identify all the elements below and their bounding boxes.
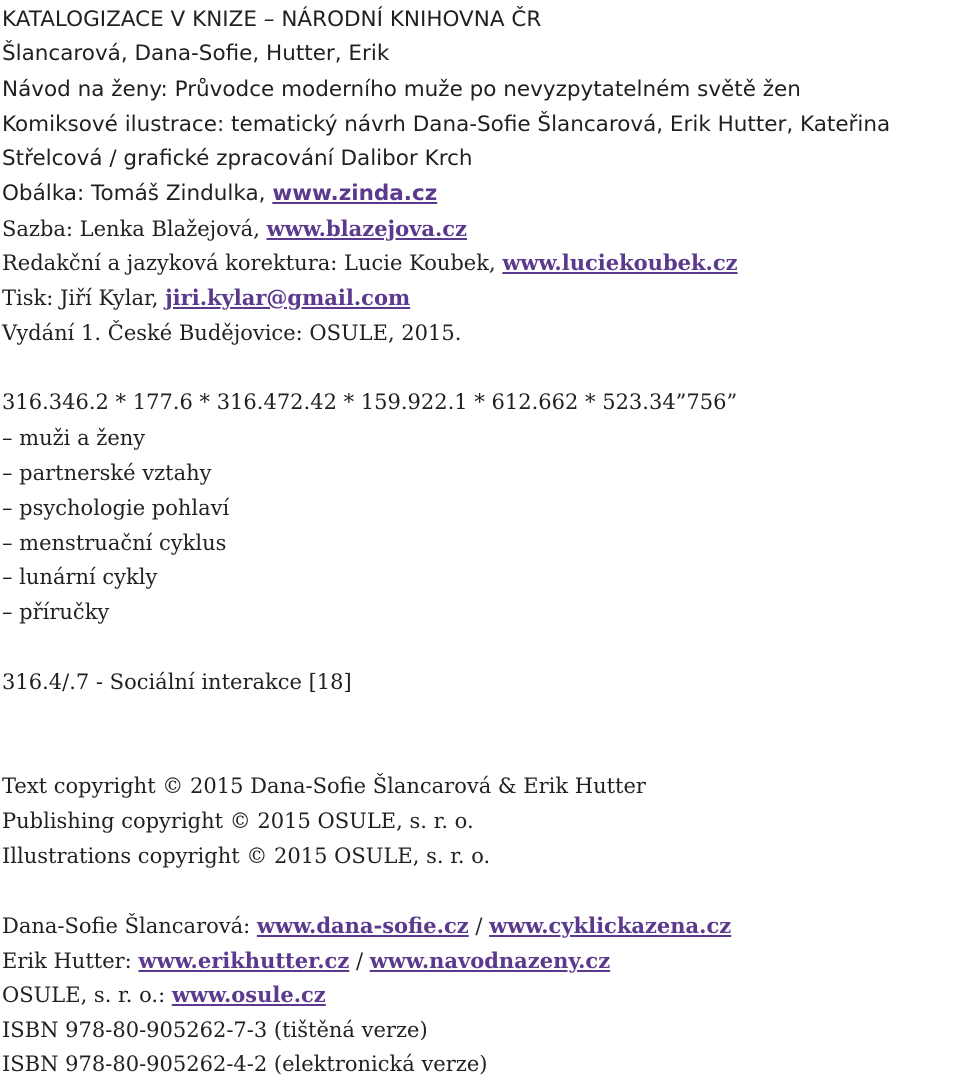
- dana-sofie-link[interactable]: www.dana-sofie.cz: [256, 913, 469, 938]
- catalog-print: [2, 281, 410, 315]
- typesetting-link[interactable]: www.blazejova.cz: [266, 216, 467, 241]
- topic-item: – partnerské vztahy: [2, 461, 212, 485]
- catalog-cover: [2, 177, 437, 211]
- copyright-publishing: Publishing copyright © 2015 OSULE, s. r. o.: [2, 809, 474, 833]
- erik-separator: /: [349, 949, 370, 973]
- erikhutter-link[interactable]: www.erikhutter.cz: [138, 948, 350, 973]
- classification-category: 316.4/.7 - Sociální interakce [18]: [2, 670, 352, 694]
- copyright-illustrations: Illustrations copyright © 2015 OSULE, s. r. o.: [2, 844, 491, 868]
- editing-link[interactable]: www.luciekoubek.cz: [502, 250, 738, 275]
- topic-item: – muži a ženy: [2, 426, 146, 450]
- cover-label: Obálka: Tomáš Zindulka,: [2, 181, 273, 206]
- topic-item: – psychologie pohlaví: [2, 496, 230, 520]
- catalog-title: Návod na ženy: Průvodce moderního muže po nevyzpytatelném světě žen: [2, 77, 801, 102]
- topic-item: – menstruační cyklus: [2, 531, 227, 555]
- topic-item: – příručky: [2, 600, 110, 624]
- contact-dana: [2, 909, 731, 943]
- print-label: Tisk: Jiří Kylar,: [2, 286, 166, 310]
- copyright-text: Text copyright © 2015 Dana-Sofie Šlancarová & Erik Hutter: [2, 774, 646, 798]
- catalog-editing: [2, 246, 738, 280]
- catalog-heading: KATALOGIZACE V KNIZE – NÁRODNÍ KNIHOVNA ČR: [2, 7, 542, 32]
- osule-label: OSULE, s. r. o.:: [2, 983, 172, 1007]
- print-link[interactable]: jiri.kylar@gmail.com: [165, 285, 411, 310]
- catalog-typesetting: [2, 212, 467, 246]
- erik-label: Erik Hutter:: [2, 949, 139, 973]
- catalog-authors: Šlancarová, Dana-Sofie, Hutter, Erik: [2, 41, 390, 66]
- isbn-print: ISBN 978-80-905262-7-3 (tištěná verze): [2, 1018, 428, 1042]
- catalog-illustrations-line2: Střelcová / grafické zpracování Dalibor Krch: [2, 146, 473, 171]
- topic-item: – lunární cykly: [2, 565, 158, 589]
- catalog-illustrations-line1: Komiksové ilustrace: tematický návrh Dana-Sofie Šlancarová, Erik Hutter, Kateřina: [2, 112, 891, 137]
- contact-osule: [2, 978, 326, 1012]
- editing-label: Redakční a jazyková korektura: Lucie Koubek,: [2, 251, 503, 275]
- classification-codes: 316.346.2 * 177.6 * 316.472.42 * 159.922.1 * 612.662 * 523.34”756”: [2, 390, 738, 414]
- typesetting-label: Sazba: Lenka Blažejová,: [2, 217, 267, 241]
- isbn-ebook: ISBN 978-80-905262-4-2 (elektronická verze): [2, 1052, 488, 1076]
- osule-link[interactable]: www.osule.cz: [171, 982, 326, 1007]
- dana-separator: /: [468, 914, 490, 938]
- navodnazeny-link[interactable]: www.navodnazeny.cz: [369, 948, 611, 973]
- dana-label: Dana-Sofie Šlancarová:: [2, 914, 257, 938]
- cover-link[interactable]: www.zinda.cz: [272, 181, 438, 206]
- cyklickazena-link[interactable]: www.cyklickazena.cz: [489, 913, 732, 938]
- catalog-edition: Vydání 1. České Budějovice: OSULE, 2015.: [2, 321, 462, 345]
- contact-erik: [2, 944, 610, 978]
